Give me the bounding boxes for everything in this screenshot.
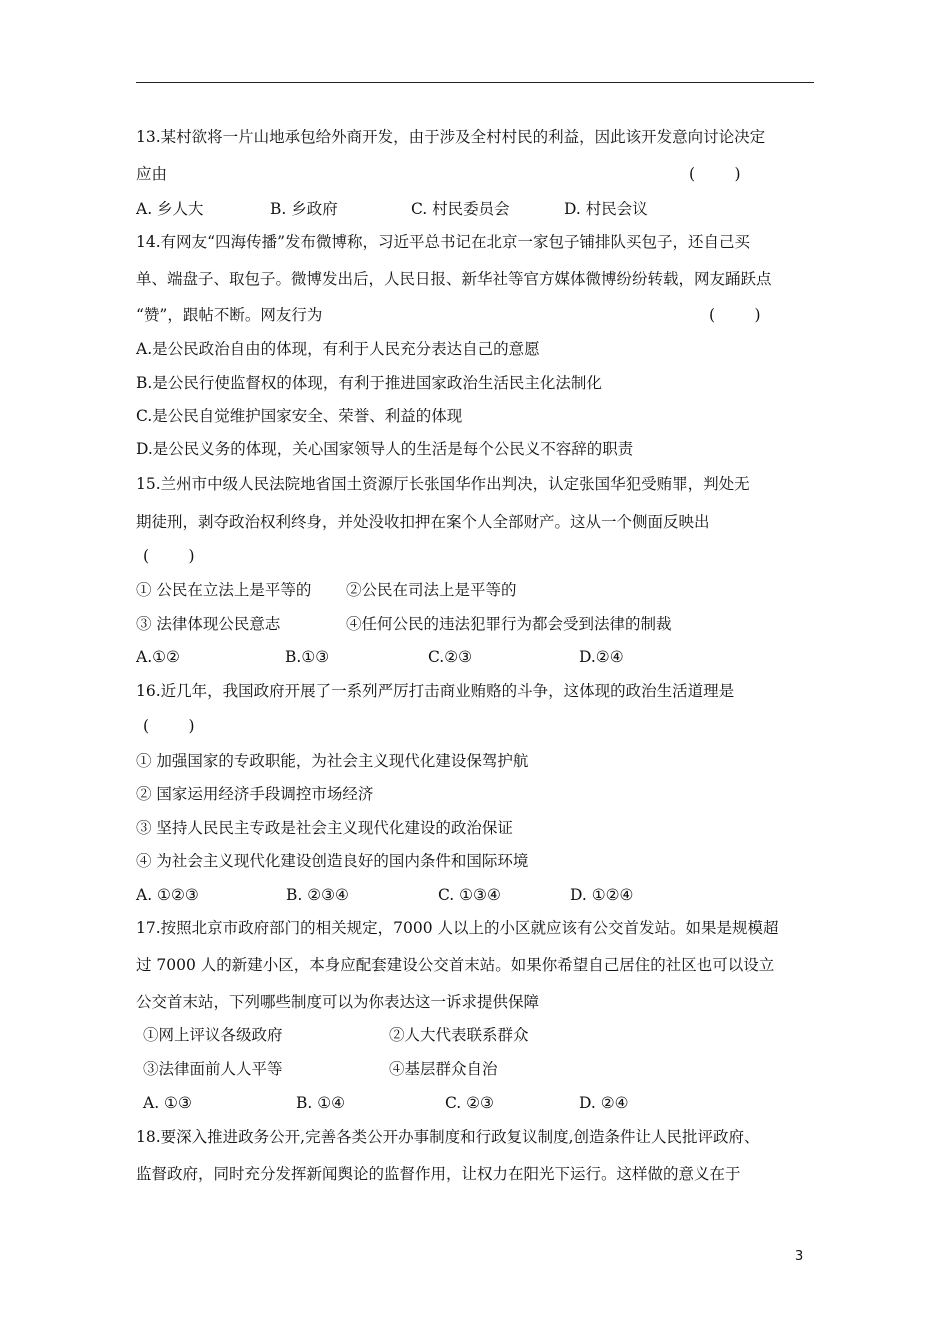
q16-statement-1: ① 加强国家的专政职能，为社会主义现代化建设保驾护航 xyxy=(136,752,529,770)
q18-stem-line1: 18.要深入推进政务公开,完善各类公开办事制度和行政复议制度,创造条件让人民批评政府、 xyxy=(136,1128,760,1146)
q14-stem-line1: 14.有网友“四海传播”发布微博称，习近平总书记在北京一家包子铺排队买包子，还自己买 xyxy=(136,233,751,251)
q15-statement-2: ②公民在司法上是平等的 xyxy=(346,581,517,599)
q17-option-a: A. ①③ xyxy=(143,1094,192,1112)
q16-statement-2: ② 国家运用经济手段调控市场经济 xyxy=(136,785,374,803)
q13-option-b: B. 乡政府 xyxy=(270,200,338,218)
q16-answer-blank: ( ) xyxy=(143,717,195,735)
q13-option-c: C. 村民委员会 xyxy=(411,200,510,218)
q13-option-d: D. 村民会议 xyxy=(564,200,648,218)
q16-option-d: D. ①②④ xyxy=(570,886,634,904)
q15-option-d: D.②④ xyxy=(579,648,624,666)
q14-option-d: D.是公民义务的体现，关心国家领导人的生活是每个公民义不容辞的职责 xyxy=(136,440,634,458)
q16-stem-line1: 16.近几年，我国政府开展了一系列严厉打击商业贿赂的斗争，这体现的政治生活道理是 xyxy=(136,682,735,700)
q13-answer-blank: ( ) xyxy=(689,165,741,183)
q18-stem-line2: 监督政府，同时充分发挥新闻舆论的监督作用，让权力在阳光下运行。这样做的意义在于 xyxy=(136,1165,741,1183)
q15-statement-3: ③ 法律体现公民意志 xyxy=(136,615,281,633)
q15-answer-blank: ( ) xyxy=(143,547,195,565)
q17-statement-1: ①网上评议各级政府 xyxy=(143,1026,283,1044)
q15-option-b: B.①③ xyxy=(285,648,330,666)
q17-option-b: B. ①④ xyxy=(296,1094,346,1112)
q13-stem-line1: 13.某村欲将一片山地承包给外商开发，由于涉及全村村民的利益，因此该开发意向讨论决定 xyxy=(136,128,766,146)
q15-stem-line1: 15.兰州市中级人民法院地省国土资源厅长张国华作出判决，认定张国华犯受贿罪，判处无 xyxy=(136,475,750,493)
q15-statement-4: ④任何公民的违法犯罪行为都会受到法律的制裁 xyxy=(346,615,672,633)
q17-statement-2: ②人大代表联系群众 xyxy=(389,1026,529,1044)
q15-statement-1: ① 公民在立法上是平等的 xyxy=(136,581,312,599)
q14-option-b: B.是公民行使监督权的体现，有利于推进国家政治生活民主化法制化 xyxy=(136,374,602,392)
q16-option-a: A. ①②③ xyxy=(136,886,199,904)
q14-answer-blank: ( ) xyxy=(709,306,761,324)
q17-stem-line3: 公交首末站，下列哪些制度可以为你表达这一诉求提供保障 xyxy=(136,993,540,1011)
q17-stem-line1: 17.按照北京市政府部门的相关规定，7000 人以上的小区就应该有公交首发站。如果是规模超 xyxy=(136,919,779,937)
q13-option-a: A. 乡人大 xyxy=(136,200,204,218)
q16-statement-4: ④ 为社会主义现代化建设创造良好的国内条件和国际环境 xyxy=(136,852,529,870)
q16-statement-3: ③ 坚持人民民主专政是社会主义现代化建设的政治保证 xyxy=(136,819,513,837)
q15-option-c: C.②③ xyxy=(428,648,473,666)
q17-option-d: D. ②④ xyxy=(579,1094,629,1112)
q13-stem-line2: 应由 xyxy=(136,165,168,183)
header-rule xyxy=(136,82,814,83)
q15-option-a: A.①② xyxy=(136,648,180,666)
page-number: 3 xyxy=(795,1249,804,1264)
q15-stem-line2: 期徒刑，剥夺政治权利终身，并处没收扣押在案个人全部财产。这从一个侧面反映出 xyxy=(136,513,710,531)
q17-statement-3: ③法律面前人人平等 xyxy=(143,1060,283,1078)
q17-stem-line2: 过 7000 人的新建小区，本身应配套建设公交首末站。如果你希望自己居住的社区也可以设立 xyxy=(136,956,775,974)
q14-option-c: C.是公民自觉维护国家安全、荣誉、利益的体现 xyxy=(136,407,463,425)
q14-stem-line2: 单、端盘子、取包子。微博发出后，人民日报、新华社等官方媒体微博纷纷转载，网友踊跃点 xyxy=(136,270,772,288)
q16-option-c: C. ①③④ xyxy=(438,886,501,904)
q14-option-a: A.是公民政治自由的体现，有利于人民充分表达自己的意愿 xyxy=(136,340,540,358)
q17-option-c: C. ②③ xyxy=(445,1094,494,1112)
q16-option-b: B. ②③④ xyxy=(286,886,349,904)
q17-statement-4: ④基层群众自治 xyxy=(389,1060,498,1078)
q14-stem-line3: “赞”，跟帖不断。网友行为 xyxy=(136,306,323,324)
